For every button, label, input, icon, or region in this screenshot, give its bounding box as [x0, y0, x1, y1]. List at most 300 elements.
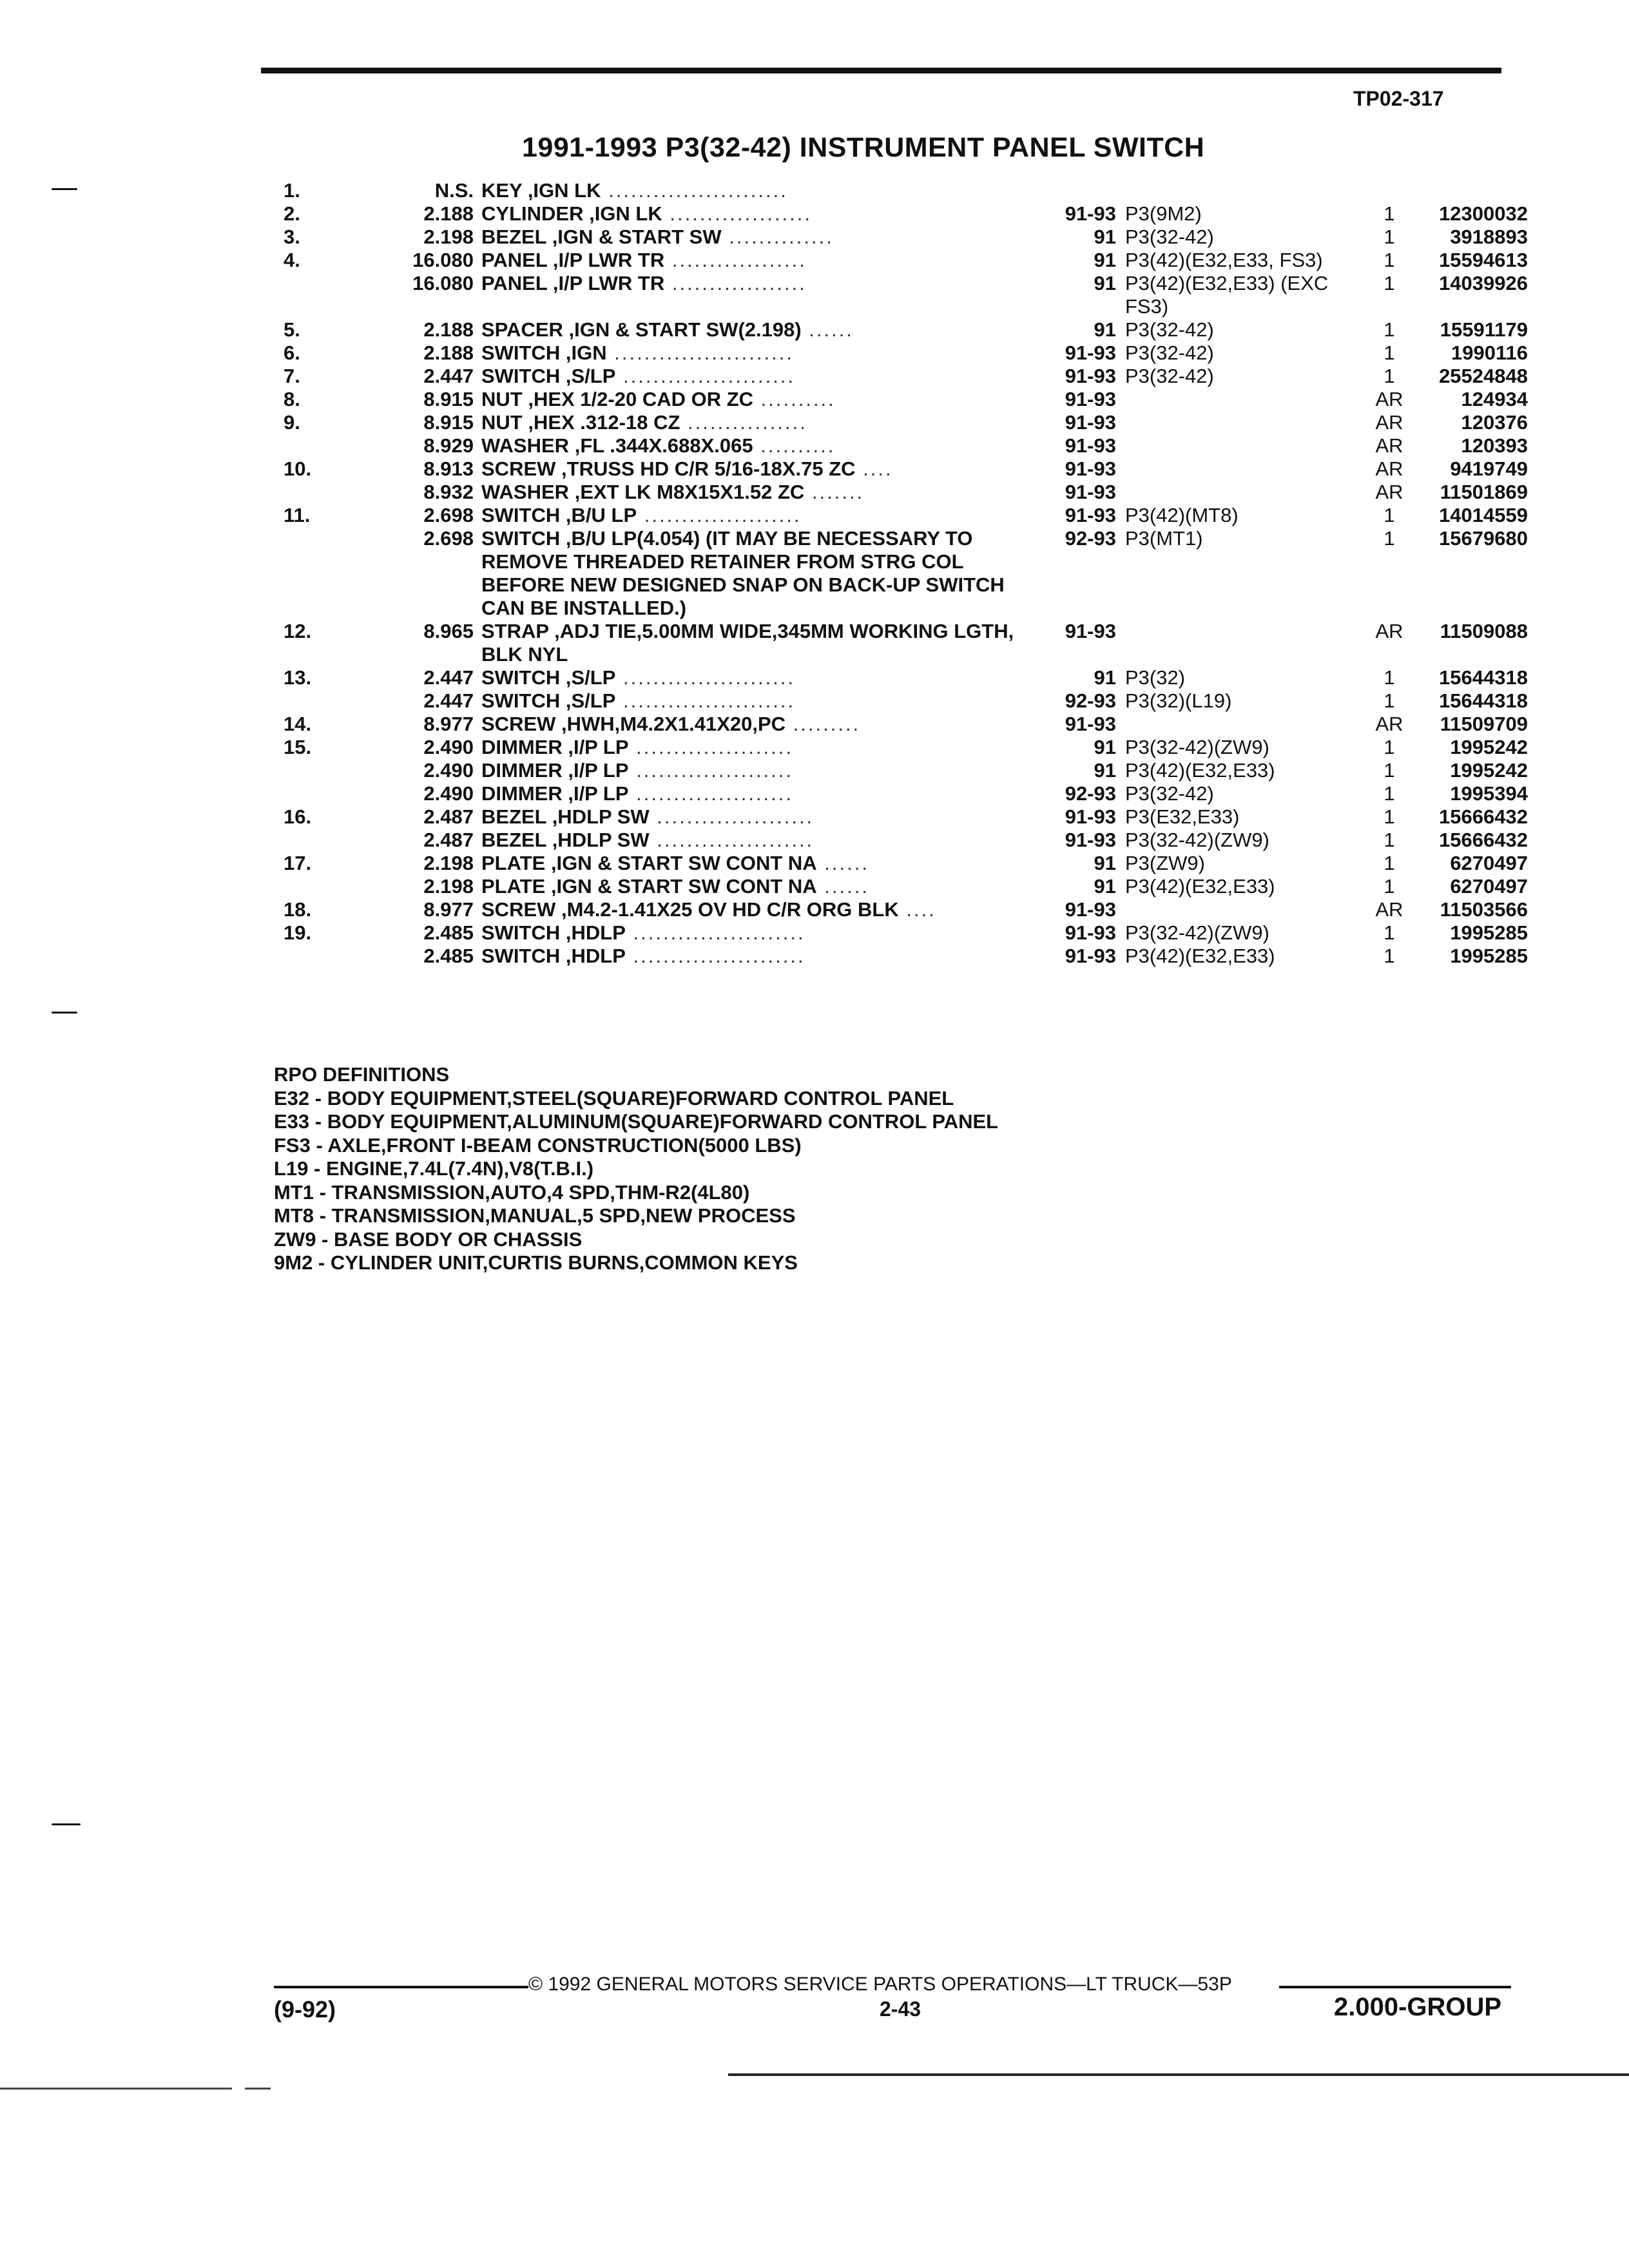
section-number: 2.198 — [423, 226, 474, 248]
years: 91-93 — [1065, 921, 1116, 944]
item-number: 8. — [284, 388, 300, 410]
quantity: AR — [1375, 388, 1403, 410]
model-applicability: P3(32)(L19) — [1125, 689, 1232, 712]
parts-table-body — [284, 179, 1528, 968]
years: 91 — [1094, 226, 1116, 248]
table-row — [284, 875, 1528, 898]
years: 91-93 — [1065, 898, 1116, 921]
part-number: 3918893 — [1450, 226, 1528, 248]
part-name: KEY — [481, 179, 523, 202]
part-number: 124934 — [1461, 388, 1528, 410]
leader-dots: ................... — [662, 202, 813, 225]
model-applicability — [1125, 620, 1367, 666]
model-applicability: P3(32) — [1125, 666, 1186, 689]
part-detail: ,B/U LP — [565, 504, 637, 526]
part-number: 1990116 — [1451, 341, 1528, 364]
leader-dots: ........................ — [601, 179, 788, 202]
section-number: 2.198 — [423, 875, 474, 898]
years: 91 — [1094, 249, 1116, 271]
rpo-item: L19 - ENGINE,7.4L(7.4N),V8(T.B.I.) — [274, 1157, 594, 1180]
part-description — [481, 341, 1042, 365]
part-number: 15644318 — [1439, 689, 1528, 712]
table-row — [284, 411, 1528, 434]
section-number: 8.915 — [423, 411, 474, 434]
model-applicability: P3(42)(E32,E33) — [1125, 875, 1275, 898]
item-number: 17. — [284, 852, 312, 874]
part-description — [481, 388, 1042, 411]
table-row — [284, 736, 1528, 759]
years: 91-93 — [1065, 365, 1116, 387]
item-number: 6. — [284, 341, 300, 364]
table-row — [284, 666, 1528, 689]
quantity: 1 — [1383, 504, 1395, 526]
section-number: 16.080 — [412, 272, 474, 294]
item-number — [284, 527, 380, 620]
bottom-rule — [728, 2073, 1629, 2076]
header-rule — [261, 68, 1501, 73]
quantity: 1 — [1383, 736, 1395, 758]
part-description — [481, 852, 1042, 875]
quantity: 1 — [1383, 226, 1395, 248]
years: 91-93 — [1065, 457, 1116, 480]
model-applicability: P3(32-42)(ZW9) — [1125, 829, 1269, 851]
item-number — [284, 272, 380, 318]
table-row — [284, 388, 1528, 411]
quantity — [1367, 179, 1412, 202]
part-number: 15594613 — [1439, 249, 1528, 271]
part-description — [481, 736, 1042, 759]
quantity: 1 — [1383, 318, 1395, 341]
part-description — [481, 272, 1042, 318]
part-detail: ,S/LP — [565, 365, 616, 387]
part-detail: ,HEX 1/2-20 CAD OR ZC — [528, 388, 754, 410]
section-number: 2.490 — [423, 782, 474, 805]
leader-dots: ..................... — [649, 829, 815, 851]
years: 91-93 — [1065, 341, 1116, 364]
rpo-title: RPO DEFINITIONS — [274, 1063, 450, 1086]
part-detail: ,I/P LP — [568, 782, 629, 805]
years: 91 — [1094, 318, 1116, 341]
years: 91 — [1094, 666, 1116, 689]
quantity: 1 — [1383, 829, 1395, 851]
rpo-item: FS3 - AXLE,FRONT I-BEAM CONSTRUCTION(5000 LBS) — [274, 1133, 802, 1157]
part-description — [481, 434, 1042, 457]
part-name: SCREW — [481, 898, 556, 921]
years: 91 — [1094, 852, 1116, 874]
model-applicability — [1125, 898, 1367, 921]
item-number: 11. — [284, 504, 311, 526]
model-applicability — [1125, 411, 1367, 434]
section-number: 8.977 — [423, 713, 474, 735]
section-number: 2.698 — [423, 527, 474, 550]
leader-dots: ..................... — [628, 782, 794, 805]
part-name: SPACER — [481, 318, 563, 341]
item-number: 5. — [284, 318, 300, 341]
model-applicability: P3(ZW9) — [1125, 852, 1205, 874]
part-description — [481, 481, 1042, 504]
part-name: SCREW — [481, 713, 556, 735]
part-number: 11501869 — [1440, 481, 1528, 503]
part-number: 11503566 — [1440, 898, 1528, 921]
years: 91-93 — [1065, 805, 1116, 828]
part-name: DIMMER — [481, 782, 563, 805]
model-applicability — [1125, 457, 1367, 481]
table-row — [284, 249, 1528, 272]
table-row — [284, 921, 1528, 945]
quantity: 1 — [1383, 852, 1395, 874]
part-detail: ,HDLP — [565, 921, 626, 944]
years: 91-93 — [1065, 620, 1116, 642]
part-detail: ,HDLP SW — [552, 829, 650, 851]
section-number: 2.447 — [423, 689, 474, 712]
leader-dots: .................. — [664, 272, 807, 294]
bottom-rule — [0, 2088, 232, 2090]
part-name: PANEL — [481, 249, 548, 271]
model-applicability: P3(MT1) — [1125, 527, 1203, 550]
table-row — [284, 852, 1528, 875]
item-number: 4. — [284, 249, 300, 271]
margin-mark — [52, 1823, 81, 1825]
table-row — [284, 829, 1528, 852]
quantity: 1 — [1383, 921, 1395, 944]
part-detail: ,HEX .312-18 CZ — [528, 411, 680, 434]
quantity: 1 — [1383, 945, 1395, 967]
years: 91-93 — [1065, 202, 1116, 225]
item-number: 9. — [284, 411, 300, 434]
leader-dots: .... — [898, 898, 936, 921]
item-number: 16. — [284, 805, 312, 828]
part-number: 1995285 — [1450, 921, 1528, 944]
years: 91-93 — [1065, 945, 1116, 967]
part-number: 6270497 — [1450, 852, 1528, 874]
table-row — [284, 504, 1528, 527]
part-detail: ,IGN LK — [589, 202, 662, 225]
table-row — [284, 782, 1528, 805]
part-description — [481, 945, 1042, 968]
quantity: AR — [1375, 481, 1403, 503]
part-name: WASHER — [481, 481, 570, 503]
margin-mark — [52, 1012, 77, 1014]
section-number: 2.447 — [423, 666, 474, 689]
part-detail: ,I/P LWR TR — [552, 249, 665, 271]
part-name: BEZEL — [481, 805, 547, 828]
quantity: 1 — [1383, 666, 1395, 689]
part-name: SWITCH — [481, 921, 561, 944]
quantity: 1 — [1383, 202, 1395, 225]
item-number — [284, 689, 380, 713]
part-name: NUT — [481, 388, 523, 410]
item-number — [284, 945, 380, 968]
item-number: 13. — [284, 666, 312, 689]
leader-dots: ................ — [680, 411, 807, 434]
part-description — [481, 179, 1042, 202]
part-number: 120376 — [1461, 411, 1528, 434]
years: 91 — [1094, 736, 1116, 758]
part-description — [481, 829, 1042, 852]
table-row — [284, 179, 1528, 202]
part-description — [481, 226, 1042, 249]
part-description — [481, 411, 1042, 434]
rpo-item: ZW9 - BASE BODY OR CHASSIS — [274, 1227, 583, 1251]
model-applicability: P3(42)(E32,E33) (EXC FS3) — [1125, 272, 1329, 318]
part-name: SWITCH — [481, 945, 561, 967]
part-number: 1995242 — [1450, 759, 1528, 782]
quantity: 1 — [1383, 365, 1395, 387]
leader-dots: .... — [855, 457, 893, 480]
item-number: 18. — [284, 898, 312, 921]
part-detail: ,IGN & START SW — [552, 226, 722, 248]
item-number — [284, 481, 380, 504]
item-number: 12. — [284, 620, 312, 642]
part-number: 15679680 — [1439, 527, 1528, 550]
part-number: 14014559 — [1439, 504, 1528, 526]
section-number: 8.965 — [423, 620, 474, 642]
quantity: 1 — [1383, 805, 1395, 828]
leader-dots: ..................... — [628, 759, 794, 782]
part-name: SWITCH — [481, 365, 561, 387]
item-number — [284, 829, 380, 852]
quantity: 1 — [1383, 272, 1395, 294]
table-row — [284, 945, 1528, 968]
section-number: 2.490 — [423, 759, 474, 782]
part-detail: ,I/P LWR TR — [552, 272, 665, 294]
model-applicability: P3(42)(E32,E33, FS3) — [1125, 249, 1323, 271]
part-detail: ,IGN & START SW CONT NA — [550, 875, 817, 898]
part-name: SWITCH — [481, 527, 561, 550]
quantity: AR — [1375, 713, 1403, 735]
table-row — [284, 759, 1528, 782]
model-applicability — [1125, 481, 1367, 504]
years: 91-93 — [1065, 481, 1116, 503]
part-number: 11509709 — [1440, 713, 1528, 735]
model-applicability: P3(9M2) — [1125, 202, 1202, 225]
years: 92-93 — [1065, 527, 1116, 550]
leader-dots: ..................... — [628, 736, 794, 758]
part-number: 15666432 — [1439, 805, 1528, 828]
quantity: 1 — [1383, 341, 1395, 364]
item-number: 19. — [284, 921, 312, 944]
model-applicability: P3(42)(E32,E33) — [1125, 759, 1275, 782]
table-row — [284, 457, 1528, 481]
leader-dots: ...... — [816, 852, 869, 874]
leader-dots: .............. — [721, 226, 834, 248]
years: 91-93 — [1065, 434, 1116, 457]
model-applicability: P3(42)(MT8) — [1125, 504, 1239, 526]
part-description — [481, 457, 1042, 481]
part-name: DIMMER — [481, 759, 563, 782]
item-number: 7. — [284, 365, 300, 387]
section-number: 2.188 — [423, 202, 474, 225]
part-detail: ,ADJ TIE,5.00MM WIDE,345MM WORKING LGTH, BLK NYL — [481, 620, 1014, 666]
quantity: 1 — [1383, 759, 1395, 782]
table-row — [284, 341, 1528, 365]
part-detail: ,IGN & START SW(2.198) — [568, 318, 802, 341]
margin-mark — [52, 188, 77, 190]
part-name: PANEL — [481, 272, 548, 294]
years: 91 — [1094, 759, 1116, 782]
rpo-item: E33 - BODY EQUIPMENT,ALUMINUM(SQUARE)FORWARD CONTROL PANEL — [274, 1110, 999, 1133]
part-description — [481, 713, 1042, 736]
leader-dots: ..................... — [649, 805, 815, 828]
part-number: 1995285 — [1450, 945, 1528, 967]
item-number: 14. — [284, 713, 312, 735]
part-description — [481, 759, 1042, 782]
part-detail: ,FL .344X.688X.065 — [574, 434, 753, 457]
years: 91-93 — [1065, 411, 1116, 434]
model-applicability — [1125, 713, 1367, 736]
part-number: 9419749 — [1450, 457, 1528, 480]
years: 91 — [1094, 875, 1116, 898]
part-name: SWITCH — [481, 504, 561, 526]
table-row — [284, 318, 1528, 341]
part-description — [481, 527, 1042, 620]
section-number: 2.447 — [423, 365, 474, 387]
part-number: 11509088 — [1440, 620, 1528, 642]
rpo-item: MT8 - TRANSMISSION,MANUAL,5 SPD,NEW PROCESS — [274, 1204, 796, 1227]
part-detail: ,IGN LK — [527, 179, 601, 202]
part-description — [481, 249, 1042, 272]
table-row — [284, 365, 1528, 388]
part-detail: ,S/LP — [565, 689, 616, 712]
leader-dots: ..................... — [637, 504, 802, 526]
part-number: 1995394 — [1450, 782, 1528, 805]
model-applicability: P3(32-42)(ZW9) — [1125, 736, 1269, 758]
item-number — [284, 434, 380, 457]
years: 92-93 — [1065, 689, 1116, 712]
table-row — [284, 527, 1528, 620]
rpo-definitions — [274, 1063, 998, 1275]
page-number: 2-43 — [880, 1997, 921, 2021]
leader-dots: ....................... — [615, 689, 796, 712]
leader-dots: ....... — [804, 481, 865, 503]
leader-dots: ...... — [801, 318, 854, 341]
part-description — [481, 365, 1042, 388]
item-number — [284, 759, 380, 782]
years: 91-93 — [1065, 388, 1116, 410]
copyright-notice: © 1992 GENERAL MOTORS SERVICE PARTS OPERATIONS—LT TRUCK—53P — [528, 1974, 1232, 1995]
part-number: 12300032 — [1439, 202, 1528, 225]
date-code: (9-92) — [274, 1996, 336, 2023]
part-detail: ,IGN — [565, 341, 607, 364]
section-number: 8.932 — [423, 481, 474, 503]
part-description — [481, 504, 1042, 527]
section-number: 8.929 — [423, 434, 474, 457]
item-number — [284, 782, 380, 805]
item-number: 1. — [284, 179, 300, 202]
part-description — [481, 898, 1042, 921]
table-row — [284, 898, 1528, 921]
leader-dots: ...... — [816, 875, 869, 898]
part-number: 15666432 — [1439, 829, 1528, 851]
part-detail: ,EXT LK M8X15X1.52 ZC — [574, 481, 805, 503]
item-number: 2. — [284, 202, 300, 225]
leader-dots: .......... — [753, 434, 836, 457]
part-detail: ,HDLP — [565, 945, 626, 967]
part-description — [481, 805, 1042, 829]
section-number: 2.188 — [423, 318, 474, 341]
part-description — [481, 782, 1042, 805]
leader-dots: .......... — [753, 388, 836, 410]
quantity: 1 — [1383, 689, 1395, 712]
part-name: STRAP — [481, 620, 549, 642]
group-label: 2.000-GROUP — [1334, 1993, 1502, 2021]
part-number: 1995242 — [1450, 736, 1528, 758]
quantity: AR — [1375, 434, 1403, 457]
part-number — [1412, 179, 1528, 202]
item-number — [284, 875, 380, 898]
page-title: 1991-1993 P3(32-42) INSTRUMENT PANEL SWITCH — [522, 132, 1205, 163]
part-detail: ,IGN & START SW CONT NA — [550, 852, 817, 874]
part-number: 14039926 — [1439, 272, 1528, 294]
page-code: TP02-317 — [1353, 87, 1444, 110]
part-description — [481, 202, 1042, 226]
part-name: SWITCH — [481, 341, 561, 364]
part-name: PLATE — [481, 852, 546, 874]
section-number: N.S. — [434, 179, 474, 202]
model-applicability — [1125, 388, 1367, 411]
section-number: 2.698 — [423, 504, 474, 526]
section-number: 2.188 — [423, 341, 474, 364]
part-description — [481, 689, 1042, 713]
part-detail: ,TRUSS HD C/R 5/16-18X.75 ZC — [561, 457, 856, 480]
model-applicability: P3(32-42) — [1125, 226, 1214, 248]
model-applicability: P3(32-42) — [1125, 365, 1214, 387]
years — [1042, 179, 1125, 202]
parts-table — [284, 179, 1528, 968]
part-detail: ,HDLP SW — [552, 805, 650, 828]
part-detail: ,S/LP — [565, 666, 616, 689]
footer-rule-left — [274, 1986, 528, 1988]
part-name: BEZEL — [481, 829, 547, 851]
footer-rule-right — [1279, 1986, 1511, 1988]
part-detail: ,HWH,M4.2X1.41X20,PC — [561, 713, 786, 735]
part-description — [481, 666, 1042, 689]
part-detail: ,M4.2-1.41X25 OV HD C/R ORG BLK — [561, 898, 899, 921]
section-number: 2.198 — [423, 852, 474, 874]
model-applicability: P3(E32,E33) — [1125, 805, 1240, 828]
part-name: DIMMER — [481, 736, 563, 758]
table-row — [284, 434, 1528, 457]
model-applicability: P3(32-42) — [1125, 782, 1214, 805]
quantity: AR — [1375, 411, 1403, 434]
quantity: AR — [1375, 898, 1403, 921]
item-number: 10. — [284, 457, 312, 480]
quantity: 1 — [1383, 249, 1395, 271]
part-name: NUT — [481, 411, 523, 434]
part-number: 25524848 — [1439, 365, 1528, 387]
table-row — [284, 202, 1528, 226]
part-number: 6270497 — [1450, 875, 1528, 898]
section-number: 2.487 — [423, 829, 474, 851]
years: 91-93 — [1065, 504, 1116, 526]
section-number: 2.485 — [423, 921, 474, 944]
section-number: 8.977 — [423, 898, 474, 921]
table-row — [284, 226, 1528, 249]
table-row — [284, 805, 1528, 829]
part-detail: ,I/P LP — [568, 759, 629, 782]
bottom-rule — [245, 2088, 271, 2090]
leader-dots: .................. — [664, 249, 807, 271]
leader-dots: ....................... — [625, 921, 805, 944]
rpo-item: E32 - BODY EQUIPMENT,STEEL(SQUARE)FORWARD CONTROL PANEL — [274, 1086, 954, 1110]
item-number: 3. — [284, 226, 300, 248]
part-detail: ,I/P LP — [568, 736, 629, 758]
part-name: PLATE — [481, 875, 546, 898]
table-row — [284, 689, 1528, 713]
table-row — [284, 481, 1528, 504]
part-number: 120393 — [1461, 434, 1528, 457]
years: 91 — [1094, 272, 1116, 294]
